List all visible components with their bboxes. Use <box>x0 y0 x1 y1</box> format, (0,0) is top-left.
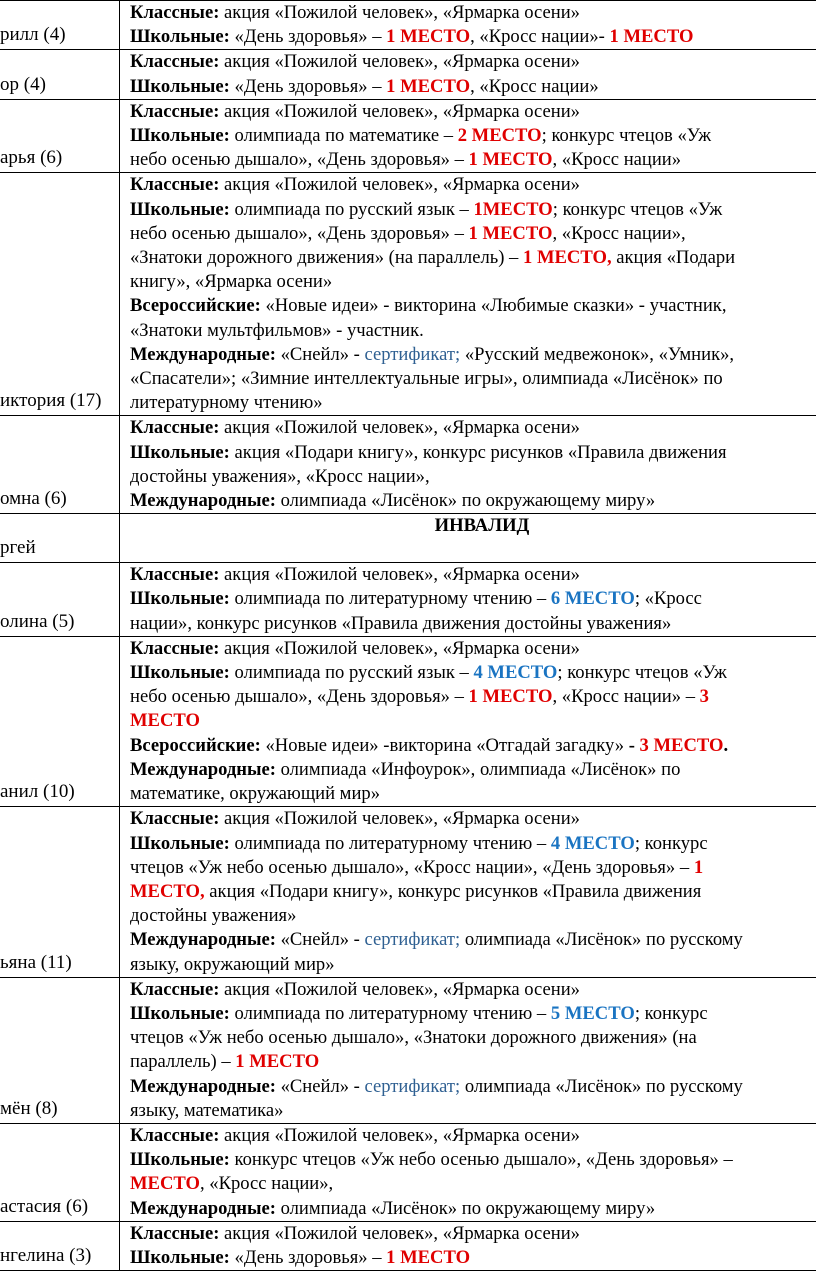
achievement-line <box>130 1026 816 1050</box>
category-label: Классные: <box>130 638 219 659</box>
achievement-line <box>130 50 816 74</box>
text-segment: ; конкурс чтецов «Уж <box>557 662 727 683</box>
text-segment: ; конкурс чтецов «Уж <box>553 199 723 220</box>
place-badge: 3 <box>700 686 709 707</box>
text-segment: книгу», «Ярмарка осени» <box>130 271 332 292</box>
category-label: Классные: <box>130 101 219 122</box>
text-segment: небо осенью дышало», «День здоровья» – <box>130 223 469 244</box>
category-label: Классные: <box>130 174 219 195</box>
place-badge: МЕСТО <box>130 1173 200 1194</box>
category-label: - <box>629 735 640 756</box>
text-segment: акция «Пожилой человек», «Ярмарка осени» <box>219 1125 580 1146</box>
achievement-line <box>130 904 816 928</box>
achievements-cell <box>120 1123 816 1221</box>
achievement-line <box>130 489 816 513</box>
student-name-cell <box>0 416 120 514</box>
student-name-cell <box>0 977 120 1123</box>
achievements-cell <box>120 563 816 637</box>
achievement-line <box>130 367 816 391</box>
category-label: Школьные: <box>130 442 230 463</box>
achievements-cell <box>120 99 816 173</box>
text-segment: «Снейл» - <box>276 929 365 950</box>
achievements-cell <box>120 807 816 977</box>
text-segment: , «Кросс нации» <box>552 149 681 170</box>
category-label: Школьные: <box>130 199 230 220</box>
achievement-line <box>130 1 816 25</box>
achievement-line <box>130 222 816 246</box>
place-badge: 1 МЕСТО <box>469 686 553 707</box>
student-name-cell <box>0 99 120 173</box>
place-badge: 1 МЕСТО <box>386 1247 470 1268</box>
place-badge: 6 МЕСТО <box>551 588 635 609</box>
achievement-line <box>130 587 816 611</box>
text-segment: акция «Подари книгу», конкурс рисунков «Правила движения <box>205 881 702 902</box>
certificate-label: сертификат; <box>365 1076 461 1097</box>
category-label: Школьные: <box>130 76 230 97</box>
text-segment: небо осенью дышало», «День здоровья» – <box>130 149 469 170</box>
achievement-line <box>130 782 816 806</box>
text-segment: литературному чтению» <box>130 392 323 413</box>
achievement-line <box>130 978 816 1002</box>
achievement-line <box>130 928 816 952</box>
text-segment: чтецов «Уж небо осенью дышало», «Кросс нации», «День здоровья» – <box>130 857 694 878</box>
text-segment: акция «Пожилой человек», «Ярмарка осени» <box>219 174 580 195</box>
text-segment: достойны уважения» <box>130 905 296 926</box>
text-segment: «День здоровья» – <box>230 26 386 47</box>
text-segment: акция «Подари <box>612 247 735 268</box>
achievement-line <box>130 1222 816 1246</box>
achievement-line <box>130 441 816 465</box>
achievement-line <box>130 661 816 685</box>
category-label: Классные: <box>130 979 219 1000</box>
place-badge: МЕСТО <box>130 710 200 731</box>
text-segment: «Снейл» - <box>276 344 365 365</box>
category-label: Школьные: <box>130 1247 230 1268</box>
place-badge: 1 МЕСТО <box>386 76 470 97</box>
achievement-line <box>130 832 816 856</box>
text-segment: «Снейл» - <box>276 1076 365 1097</box>
category-label: Всероссийские: <box>130 735 261 756</box>
category-label: Классные: <box>130 1223 219 1244</box>
student-name-cell <box>0 1123 120 1221</box>
student-name: олина (5) <box>0 610 119 634</box>
category-label: Международные: <box>130 344 276 365</box>
student-name: иктория (17) <box>0 389 119 413</box>
place-badge: 1 МЕСТО <box>386 26 470 47</box>
text-segment: олимпиада по русский язык – <box>230 199 474 220</box>
achievement-line <box>130 734 816 758</box>
place-badge: 3 МЕСТО <box>640 735 724 756</box>
text-segment: параллель) – <box>130 1051 235 1072</box>
achievement-line <box>130 100 816 124</box>
table-row <box>0 1221 816 1270</box>
text-segment: акция «Пожилой человек», «Ярмарка осени» <box>219 2 580 23</box>
achievement-line <box>130 1075 816 1099</box>
text-segment: олимпиада «Лисёнок» по окружающему миру» <box>276 490 655 511</box>
table-row <box>0 99 816 173</box>
category-label: Школьные: <box>130 125 230 146</box>
table-body <box>0 1 816 1271</box>
text-segment: , «Кросс нации» – <box>552 686 699 707</box>
category-label: Международные: <box>130 1076 276 1097</box>
table-row <box>0 173 816 416</box>
certificate-label: сертификат; <box>365 344 461 365</box>
category-label: Классные: <box>130 808 219 829</box>
text-segment: «Новые идеи» - викторина «Любимые сказки» - участник, <box>261 295 727 316</box>
achievement-line <box>130 416 816 440</box>
achievement-line <box>130 343 816 367</box>
place-badge: 1 МЕСТО <box>610 26 694 47</box>
text-segment: «Знатоки дорожного движения» (на параллель) – <box>130 247 523 268</box>
achievement-line <box>130 1099 816 1123</box>
place-badge: 1МЕСТО <box>473 199 552 220</box>
student-name-cell <box>0 1 120 50</box>
text-segment: олимпиада «Инфоурок», олимпиада «Лисёнок» по <box>276 759 680 780</box>
achievement-line <box>130 1124 816 1148</box>
text-segment: акция «Пожилой человек», «Ярмарка осени» <box>219 564 580 585</box>
text-segment: акция «Пожилой человек», «Ярмарка осени» <box>219 808 580 829</box>
achievement-line <box>130 685 816 709</box>
achievement-line <box>130 807 816 831</box>
achievement-line <box>130 880 816 904</box>
text-segment: ; конкурс <box>635 833 708 854</box>
text-segment: ; конкурс чтецов «Уж <box>542 125 712 146</box>
text-segment: акция «Пожилой человек», «Ярмарка осени» <box>219 979 580 1000</box>
student-name-cell <box>0 514 120 563</box>
achievement-line <box>130 319 816 343</box>
student-name: рилл (4) <box>0 23 119 47</box>
place-badge: 1 МЕСТО <box>235 1051 319 1072</box>
student-name: нгелина (3) <box>0 1244 119 1268</box>
text-segment: олимпиада по русский язык – <box>230 662 474 683</box>
student-name: ор (4) <box>0 73 119 97</box>
student-name: анил (10) <box>0 780 119 804</box>
category-label: Классные: <box>130 51 219 72</box>
achievement-line <box>130 391 816 415</box>
achievement-line <box>130 758 816 782</box>
table-row <box>0 807 816 977</box>
category-label: Школьные: <box>130 1003 230 1024</box>
text-segment: , «Кросс нации»- <box>470 26 609 47</box>
category-label: Школьные: <box>130 662 230 683</box>
table-row <box>0 1 816 50</box>
text-segment: акция «Пожилой человек», «Ярмарка осени» <box>219 638 580 659</box>
text-segment: чтецов «Уж небо осенью дышало», «Знатоки дорожного движения» (на <box>130 1027 697 1048</box>
achievements-cell <box>120 50 816 99</box>
achievements-cell <box>120 1 816 50</box>
text-segment: «Новые идеи» -викторина «Отгадай загадку» <box>261 735 629 756</box>
text-segment: олимпиада по математике – <box>230 125 458 146</box>
student-name: ргей <box>0 536 119 560</box>
achievements-cell <box>120 416 816 514</box>
text-segment: олимпиада по литературному чтению – <box>230 1003 551 1024</box>
text-segment: акция «Подари книгу», конкурс рисунков «Правила движения <box>230 442 727 463</box>
text-segment: олимпиада по литературному чтению – <box>230 833 551 854</box>
achievement-line <box>130 25 816 49</box>
text-segment: ; «Кросс <box>635 588 702 609</box>
achievement-line <box>130 198 816 222</box>
category-label: Классные: <box>130 417 219 438</box>
text-segment: олимпиада «Лисёнок» по русскому <box>460 929 743 950</box>
table-row <box>0 416 816 514</box>
text-segment: акция «Пожилой человек», «Ярмарка осени» <box>219 51 580 72</box>
achievements-cell <box>120 977 816 1123</box>
achievement-line <box>130 148 816 172</box>
text-segment: олимпиада по литературному чтению – <box>230 588 551 609</box>
student-name-cell <box>0 636 120 806</box>
table-row <box>0 636 816 806</box>
achievement-line <box>130 465 816 489</box>
category-label: Школьные: <box>130 1149 230 1170</box>
category-label: Классные: <box>130 564 219 585</box>
text-segment: акция «Пожилой человек», «Ярмарка осени» <box>219 417 580 438</box>
achievement-line <box>130 294 816 318</box>
achievement-line <box>130 246 816 270</box>
place-badge: МЕСТО, <box>130 881 205 902</box>
place-badge: 4 МЕСТО <box>551 833 635 854</box>
achievement-line <box>130 1197 816 1221</box>
table-row <box>0 563 816 637</box>
achievement-line <box>130 563 816 587</box>
category-label: Школьные: <box>130 26 230 47</box>
text-segment: «День здоровья» – <box>230 76 386 97</box>
table-row <box>0 1123 816 1221</box>
student-name: омна (6) <box>0 487 119 511</box>
text-segment: олимпиада «Лисёнок» по окружающему миру» <box>276 1198 655 1219</box>
achievement-line <box>130 270 816 294</box>
achievement-line <box>130 953 816 977</box>
place-badge: 2 МЕСТО <box>458 125 542 146</box>
text-segment: «Спасатели»; «Зимние интеллектуальные игры», олимпиада «Лисёнок» по <box>130 368 723 389</box>
category-label: Международные: <box>130 759 276 780</box>
achievement-line <box>130 612 816 636</box>
achievements-cell <box>120 514 816 563</box>
student-name-cell <box>0 173 120 416</box>
achievements-cell <box>120 636 816 806</box>
category-label: Классные: <box>130 1125 219 1146</box>
text-segment: языку, математика» <box>130 1100 283 1121</box>
achievement-line <box>130 1050 816 1074</box>
achievements-cell <box>120 173 816 416</box>
achievement-line <box>130 124 816 148</box>
category-label: . <box>724 735 729 756</box>
text-segment: , «Кросс нации», <box>200 1173 333 1194</box>
achievement-line <box>130 1002 816 1026</box>
student-name-cell <box>0 50 120 99</box>
achievement-line <box>130 1246 816 1270</box>
text-segment: математике, окружающий мир» <box>130 783 380 804</box>
text-segment: «Знатоки мультфильмов» - участник. <box>130 320 424 341</box>
text-segment: олимпиада «Лисёнок» по русскому <box>460 1076 743 1097</box>
place-badge: 4 МЕСТО <box>473 662 557 683</box>
place-badge: 1 МЕСТО <box>469 223 553 244</box>
student-name: арья (6) <box>0 146 119 170</box>
place-badge: 5 МЕСТО <box>551 1003 635 1024</box>
text-segment: ; конкурс <box>635 1003 708 1024</box>
table-row <box>0 514 816 563</box>
category-label: Школьные: <box>130 833 230 854</box>
category-label: Всероссийские: <box>130 295 261 316</box>
text-segment: языку, окружающий мир» <box>130 954 335 975</box>
text-segment: достойны уважения», «Кросс нации», <box>130 466 430 487</box>
student-name-cell <box>0 807 120 977</box>
text-segment: конкурс чтецов «Уж небо осенью дышало», «День здоровья» – <box>230 1149 733 1170</box>
achievement-line <box>130 1148 816 1172</box>
achievement-line <box>130 75 816 99</box>
table-row <box>0 977 816 1123</box>
text-segment: «День здоровья» – <box>230 1247 386 1268</box>
text-segment: небо осенью дышало», «День здоровья» – <box>130 686 469 707</box>
place-badge: 1 <box>694 857 703 878</box>
achievement-line <box>130 1172 816 1196</box>
category-label: Международные: <box>130 929 276 950</box>
category-label: Международные: <box>130 1198 276 1219</box>
achievement-line <box>130 856 816 880</box>
table-row <box>0 50 816 99</box>
text-segment: , «Кросс нации», <box>552 223 685 244</box>
achievements-cell <box>120 1221 816 1270</box>
text-segment: акция «Пожилой человек», «Ярмарка осени» <box>219 1223 580 1244</box>
place-badge: 1 МЕСТО, <box>523 247 612 268</box>
place-badge: 1 МЕСТО <box>469 149 553 170</box>
student-name-cell <box>0 1221 120 1270</box>
student-name: мён (8) <box>0 1097 119 1121</box>
student-name-cell <box>0 563 120 637</box>
text-segment: акция «Пожилой человек», «Ярмарка осени» <box>219 101 580 122</box>
certificate-label: сертификат; <box>365 929 461 950</box>
category-label: Международные: <box>130 490 276 511</box>
text-segment: , «Кросс нации» <box>470 76 599 97</box>
achievement-line <box>130 637 816 661</box>
achievement-line <box>130 173 816 197</box>
category-label: Классные: <box>130 2 219 23</box>
status-note: ИНВАЛИД <box>130 514 816 538</box>
achievement-line <box>130 709 816 733</box>
student-name: ьяна (11) <box>0 951 119 975</box>
category-label: Школьные: <box>130 588 230 609</box>
student-name: астасия (6) <box>0 1195 119 1219</box>
text-segment: «Русский медвежонок», «Умник», <box>460 344 734 365</box>
text-segment: нации», конкурс рисунков «Правила движения достойны уважения» <box>130 613 671 634</box>
